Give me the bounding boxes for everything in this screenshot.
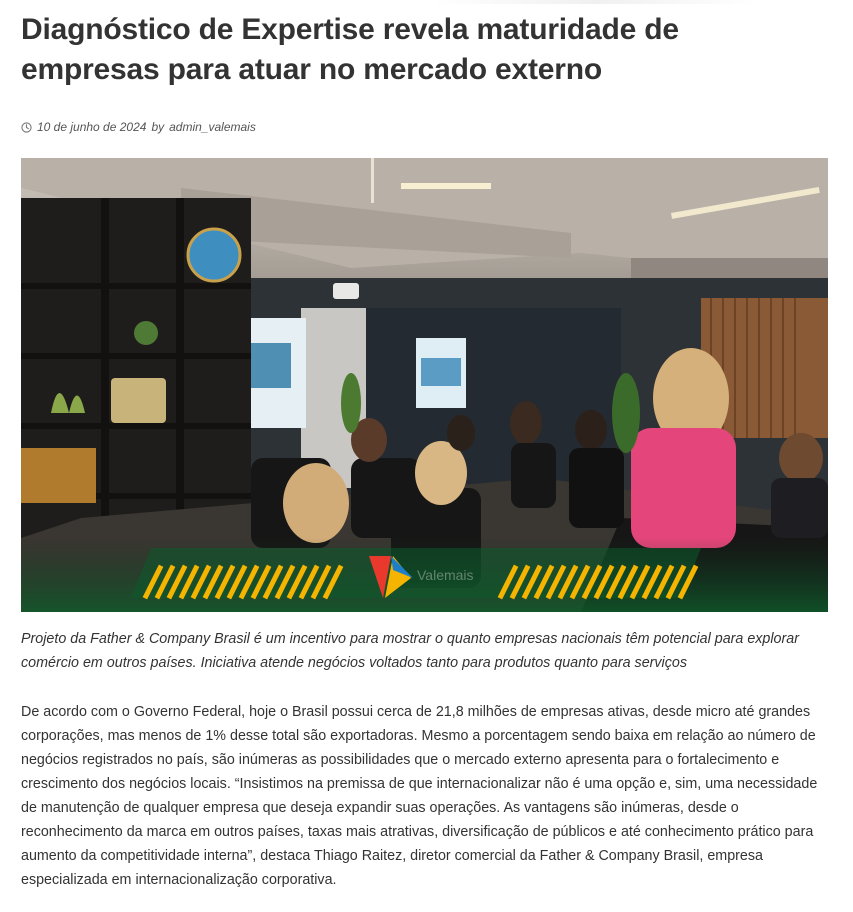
article-paragraph: De acordo com o Governo Federal, hoje o Brasil possui cerca de 21,8 milhões de empresas ativas, desde micro até grandes corporações, mas menos de 1% desse total são exportadoras. Mesmo a porcentagem sendo baixa em relação ao número de negócios registrados no país, são inúmeras as possibilidades que o mercado externo apresenta para o fortalecimento e crescimento dos negócios locais. “Insistimos na premissa de que internacionalizar não é uma opção e, sim, uma necessidade de manutenção de qualquer empresa que deseja expandir suas operações. As vantagens são inúmeras, desde o reconhecimento da marca em outros países, taxas mais atrativas, diversificação de públicos e até conhecimento prático para aumento da competitividade interna”, destaca Thiago Raitez, diretor comercial da Father & Company Brasil, empresa especializada em internacionalização corporativa. [21, 704, 818, 888]
byline-prefix: by [151, 120, 165, 134]
svg-text:Valemais: Valemais [417, 567, 474, 583]
article-title: Diagnóstico de Expertise revela maturidade de empresas para atuar no mercado externo [21, 13, 679, 86]
post-author[interactable]: admin_valemais [169, 120, 256, 134]
header-shadow [430, 0, 760, 4]
article-photo [21, 158, 828, 612]
clock-icon [21, 122, 32, 133]
article-meta [21, 119, 256, 135]
post-date[interactable]: 10 de junho de 2024 [37, 120, 147, 134]
photo-caption: Projeto da Father & Company Brasil é um incentivo para mostrar o quanto empresas nacionais têm potencial para explorar comércio em outros países. Iniciativa atende negócios voltados tanto para produtos quanto para serviços [21, 631, 799, 671]
